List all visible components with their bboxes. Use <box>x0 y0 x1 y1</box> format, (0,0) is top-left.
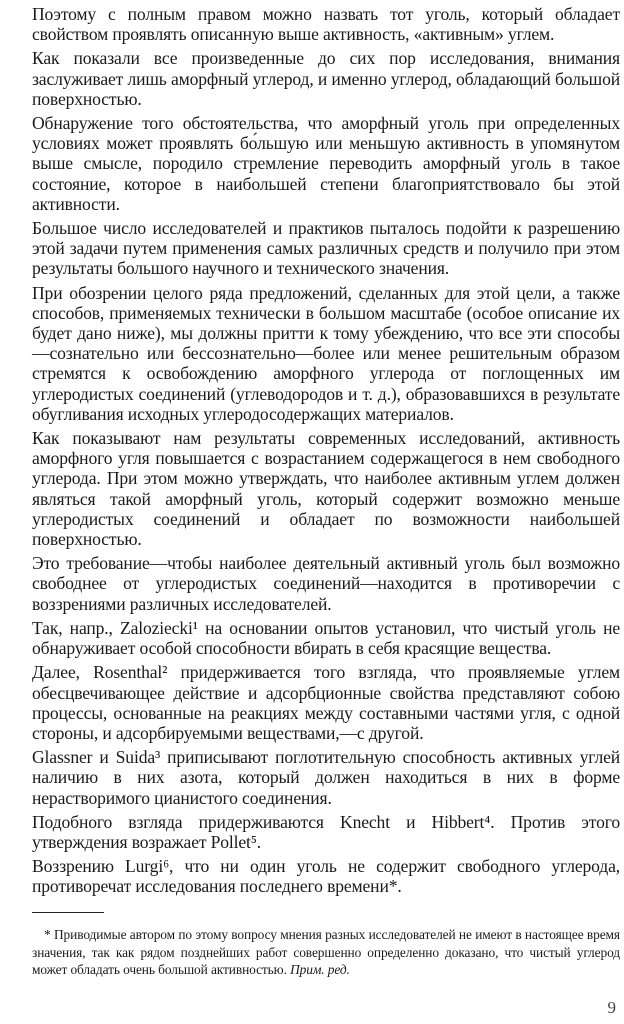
paragraph: Это требование—чтобы наиболее деятельный активный уголь был возможно свободнее от углеродистых соединений—находится в противоречии с воззрениями различных исследователей. <box>32 553 620 614</box>
main-text <box>32 4 620 901</box>
footnote-divider <box>32 912 104 913</box>
footnote-text: * Приводимые автором по этому вопросу мнения разных исследователей не имеют в настоящее время значения, так как рядом позднейших работ совершенно определенно доказано, что чистый углерод может обладать очень большой активностью. <box>32 927 620 978</box>
paragraph: Как показали все произведенные до сих пор исследования, внимания заслуживает лишь аморфный углерод, и именно углерод, обладающий большой поверхностью. <box>32 48 620 109</box>
paragraph: Подобного взгляда придерживаются Knecht и Hibbert⁴. Против этого утверждения возражает Pollet⁵. <box>32 811 620 852</box>
paragraph: Так, напр., Zaloziecki¹ на основании опытов установил, что чистый уголь не обнаруживает особой способности вбирать в себя красящие вещества. <box>32 617 620 659</box>
paragraph: Glassner и Suida³ приписывают поглотительную способность активных углей наличию в них азота, который должен находиться в них в форме нерастворимого цианистого соединения. <box>32 747 620 808</box>
paragraph: Большое число исследователей и практиков пыталось подойти к разрешению этой задачи путем применения самых различных средств и получило при этом результаты большого научного и технического значения. <box>32 218 620 279</box>
footnote <box>32 926 620 979</box>
page-number: 9 <box>607 998 616 1017</box>
paragraph: Воззрению Lurgi⁶, что ни один уголь не содержит свободного углерода, противоречат исследования последнего времени*. <box>32 856 620 897</box>
paragraph: При обозрении целого ряда предложений, сделанных для этой цели, а также способов, применяемых технически в большом масштабе (особое описание их будет дано ниже), мы должны притти к тому убеждению, что все эти способы—сознательно или бессознательно—более или менее решительным образом стремятся к освобождению аморфного углерода от поглощенных им углеродистых соединений (углеводородов и т. д.), образовавшихся в результате обугливания исходных углеродосодержащих материалов. <box>32 282 620 424</box>
footnote-attribution: Прим. ред. <box>290 962 350 978</box>
paragraph: Как показывают нам результаты современных исследований, активность аморфного угля повышается с возрастанием содержащегося в нем свободного углерода. При этом можно утверждать, что наиболее активным углем должен являться такой аморфный уголь, который содержит возможно меньше углеродистых соединений и обладает по возможности наибольшей поверхностью. <box>32 428 620 550</box>
paragraph: Далее, Rosenthal² придерживается того взгляда, что проявляемые углем обесцвечивающее действие и адсорбционные свойства представляют собою процессы, основанные на реакциях между составными частями угля, с одной стороны, и адсорбируемыми веществами,—с другой. <box>32 662 620 743</box>
paragraph: Поэтому с полным правом можно назвать тот уголь, который обладает свойством проявлять описанную выше активность, «активным» углем. <box>32 4 620 45</box>
paragraph: Обнаружение того обстоятельства, что аморфный уголь при определенных условиях может проявлять бо́льшую или меньшую активность в упомянутом выше смысле, породило стремление переводить аморфный уголь в такое состояние, которое в наибольшей степени благоприятствовало бы этой активности. <box>32 113 620 214</box>
